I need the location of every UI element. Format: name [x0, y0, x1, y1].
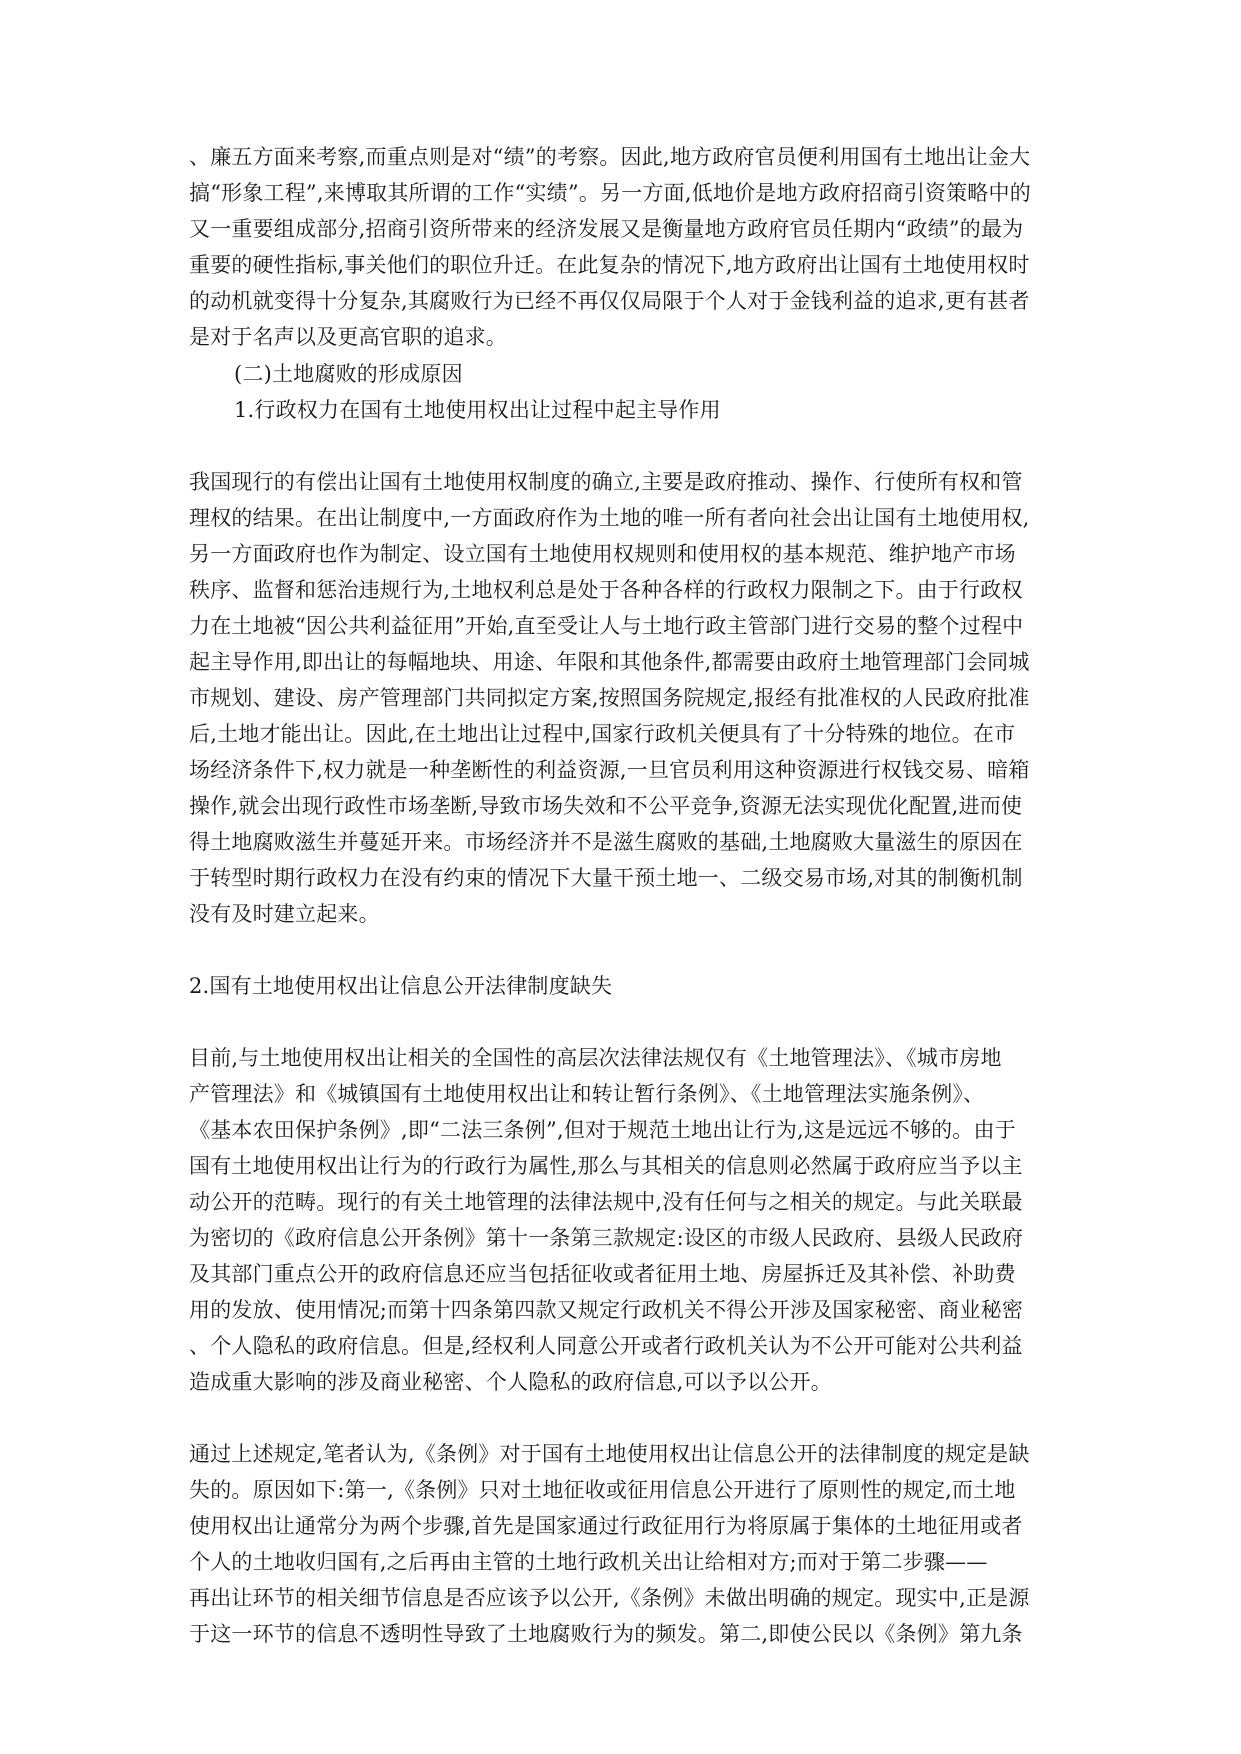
text-line: 操作,就会出现行政性市场垄断,导致市场失效和不公平竞争,资源无法实现优化配置,进而使: [189, 794, 1023, 818]
text-line: 我国现行的有偿出让国有土地使用权制度的确立,主要是政府推动、操作、行使所有权和管: [189, 470, 1023, 494]
text-line: 力在土地被“因公共利益征用”开始,直至受让人与土地行政主管部门进行交易的整个过程中: [189, 614, 1024, 638]
text-line: 场经济条件下,权力就是一种垄断性的利益资源,一旦官员利用这种资源进行权钱交易、暗箱: [189, 758, 1030, 782]
text-line: 秩序、监督和惩治违规行为,土地权利总是处于各种各样的行政权力限制之下。由于行政权: [189, 578, 1023, 602]
text-line: 于这一环节的信息不透明性导致了土地腐败行为的频发。第二,即使公民以《条例》第九条: [189, 1622, 1023, 1646]
text-line: 是对于名声以及更高官职的追求。: [189, 325, 507, 349]
text-line: 《基本农田保护条例》,即“二法三条例”,但对于规范土地出让行为,这是远远不够的。由于: [189, 1118, 1016, 1142]
text-line: 、个人隐私的政府信息。但是,经权利人同意公开或者行政机关认为不公开可能对公共利益: [189, 1334, 1023, 1358]
text-line: 失的。原因如下:第一,《条例》只对土地征收或征用信息公开进行了原则性的规定,而土地: [189, 1478, 1016, 1502]
text-line: 又一重要组成部分,招商引资所带来的经济发展又是衡量地方政府官员任期内“政绩”的最为: [189, 217, 1024, 241]
text-line: 没有及时建立起来。: [189, 902, 380, 926]
text-line: 起主导作用,即出让的每幅地块、用途、年限和其他条件,都需要由政府土地管理部门会同城: [189, 650, 1030, 674]
text-line: 市规划、建设、房产管理部门共同拟定方案,按照国务院规定,报经有批准权的人民政府批准: [189, 686, 1030, 710]
text-line: 搞“形象工程”,来博取其所谓的工作“实绩”。另一方面,低地价是地方政府招商引资策略中的: [189, 181, 1031, 205]
text-line: 理权的结果。在出让制度中,一方面政府作为土地的唯一所有者向社会出让国有土地使用权,: [189, 506, 1030, 530]
text-line: 得土地腐败滋生并蔓延开来。市场经济并不是滋生腐败的基础,土地腐败大量滋生的原因在: [189, 830, 1023, 854]
text-line: 国有土地使用权出让行为的行政行为属性,那么与其相关的信息则必然属于政府应当予以主: [189, 1154, 1023, 1178]
text-line: 个人的土地收归国有,之后再由主管的土地行政机关出让给相对方;而对于第二步骤——: [189, 1550, 988, 1574]
text-line: 及其部门重点公开的政府信息还应当包括征收或者征用土地、房屋拆迁及其补偿、补助费: [189, 1262, 1016, 1286]
text-line: 为密切的《政府信息公开条例》第十一条第三款规定:设区的市级人民政府、县级人民政府: [189, 1226, 1024, 1250]
text-line: 动公开的范畴。现行的有关土地管理的法律法规中,没有任何与之相关的规定。与此关联最: [189, 1190, 1023, 1214]
text-line: 通过上述规定,笔者认为,《条例》对于国有土地使用权出让信息公开的法律制度的规定是缺: [189, 1442, 1030, 1466]
text-line: 的动机就变得十分复杂,其腐败行为已经不再仅仅局限于个人对于金钱利益的追求,更有甚者: [189, 289, 1030, 313]
subsection-heading: 1.行政权力在国有土地使用权出让过程中起主导作用: [234, 398, 721, 422]
text-line: 使用权出让通常分为两个步骤,首先是国家通过行政征用行为将原属于集体的土地征用或者: [189, 1514, 1023, 1538]
text-line: 另一方面政府也作为制定、设立国有土地使用权规则和使用权的基本规范、维护地产市场: [189, 542, 1016, 566]
text-line: 后,土地才能出让。因此,在土地出让过程中,国家行政机关便具有了十分特殊的地位。在市: [189, 722, 1016, 746]
text-line: 用的发放、使用情况;而第十四条第四款又规定行政机关不得公开涉及国家秘密、商业秘密: [189, 1298, 1024, 1322]
section-heading: (二)土地腐败的形成原因: [234, 362, 463, 386]
text-line: 重要的硬性指标,事关他们的职位升迁。在此复杂的情况下,地方政府出让国有土地使用权时: [189, 253, 1030, 277]
text-line: 目前,与土地使用权出让相关的全国性的高层次法律法规仅有《土地管理法》、《城市房地: [189, 1046, 1002, 1070]
text-line: 于转型时期行政权力在没有约束的情况下大量干预土地一、二级交易市场,对其的制衡机制: [189, 866, 1023, 890]
text-line: 造成重大影响的涉及商业秘密、个人隐私的政府信息,可以予以公开。: [189, 1370, 832, 1394]
text-line: 产管理法》和《城镇国有土地使用权出让和转让暂行条例》、《土地管理法实施条例》、: [189, 1082, 985, 1106]
subsection-heading: 2.国有土地使用权出让信息公开法律制度缺失: [189, 974, 613, 998]
text-line: 、廉五方面来考察,而重点则是对“绩”的考察。因此,地方政府官员便利用国有土地出让金大: [189, 145, 1031, 169]
text-line: 再出让环节的相关细节信息是否应该予以公开,《条例》未做出明确的规定。现实中,正是源: [189, 1586, 1030, 1610]
